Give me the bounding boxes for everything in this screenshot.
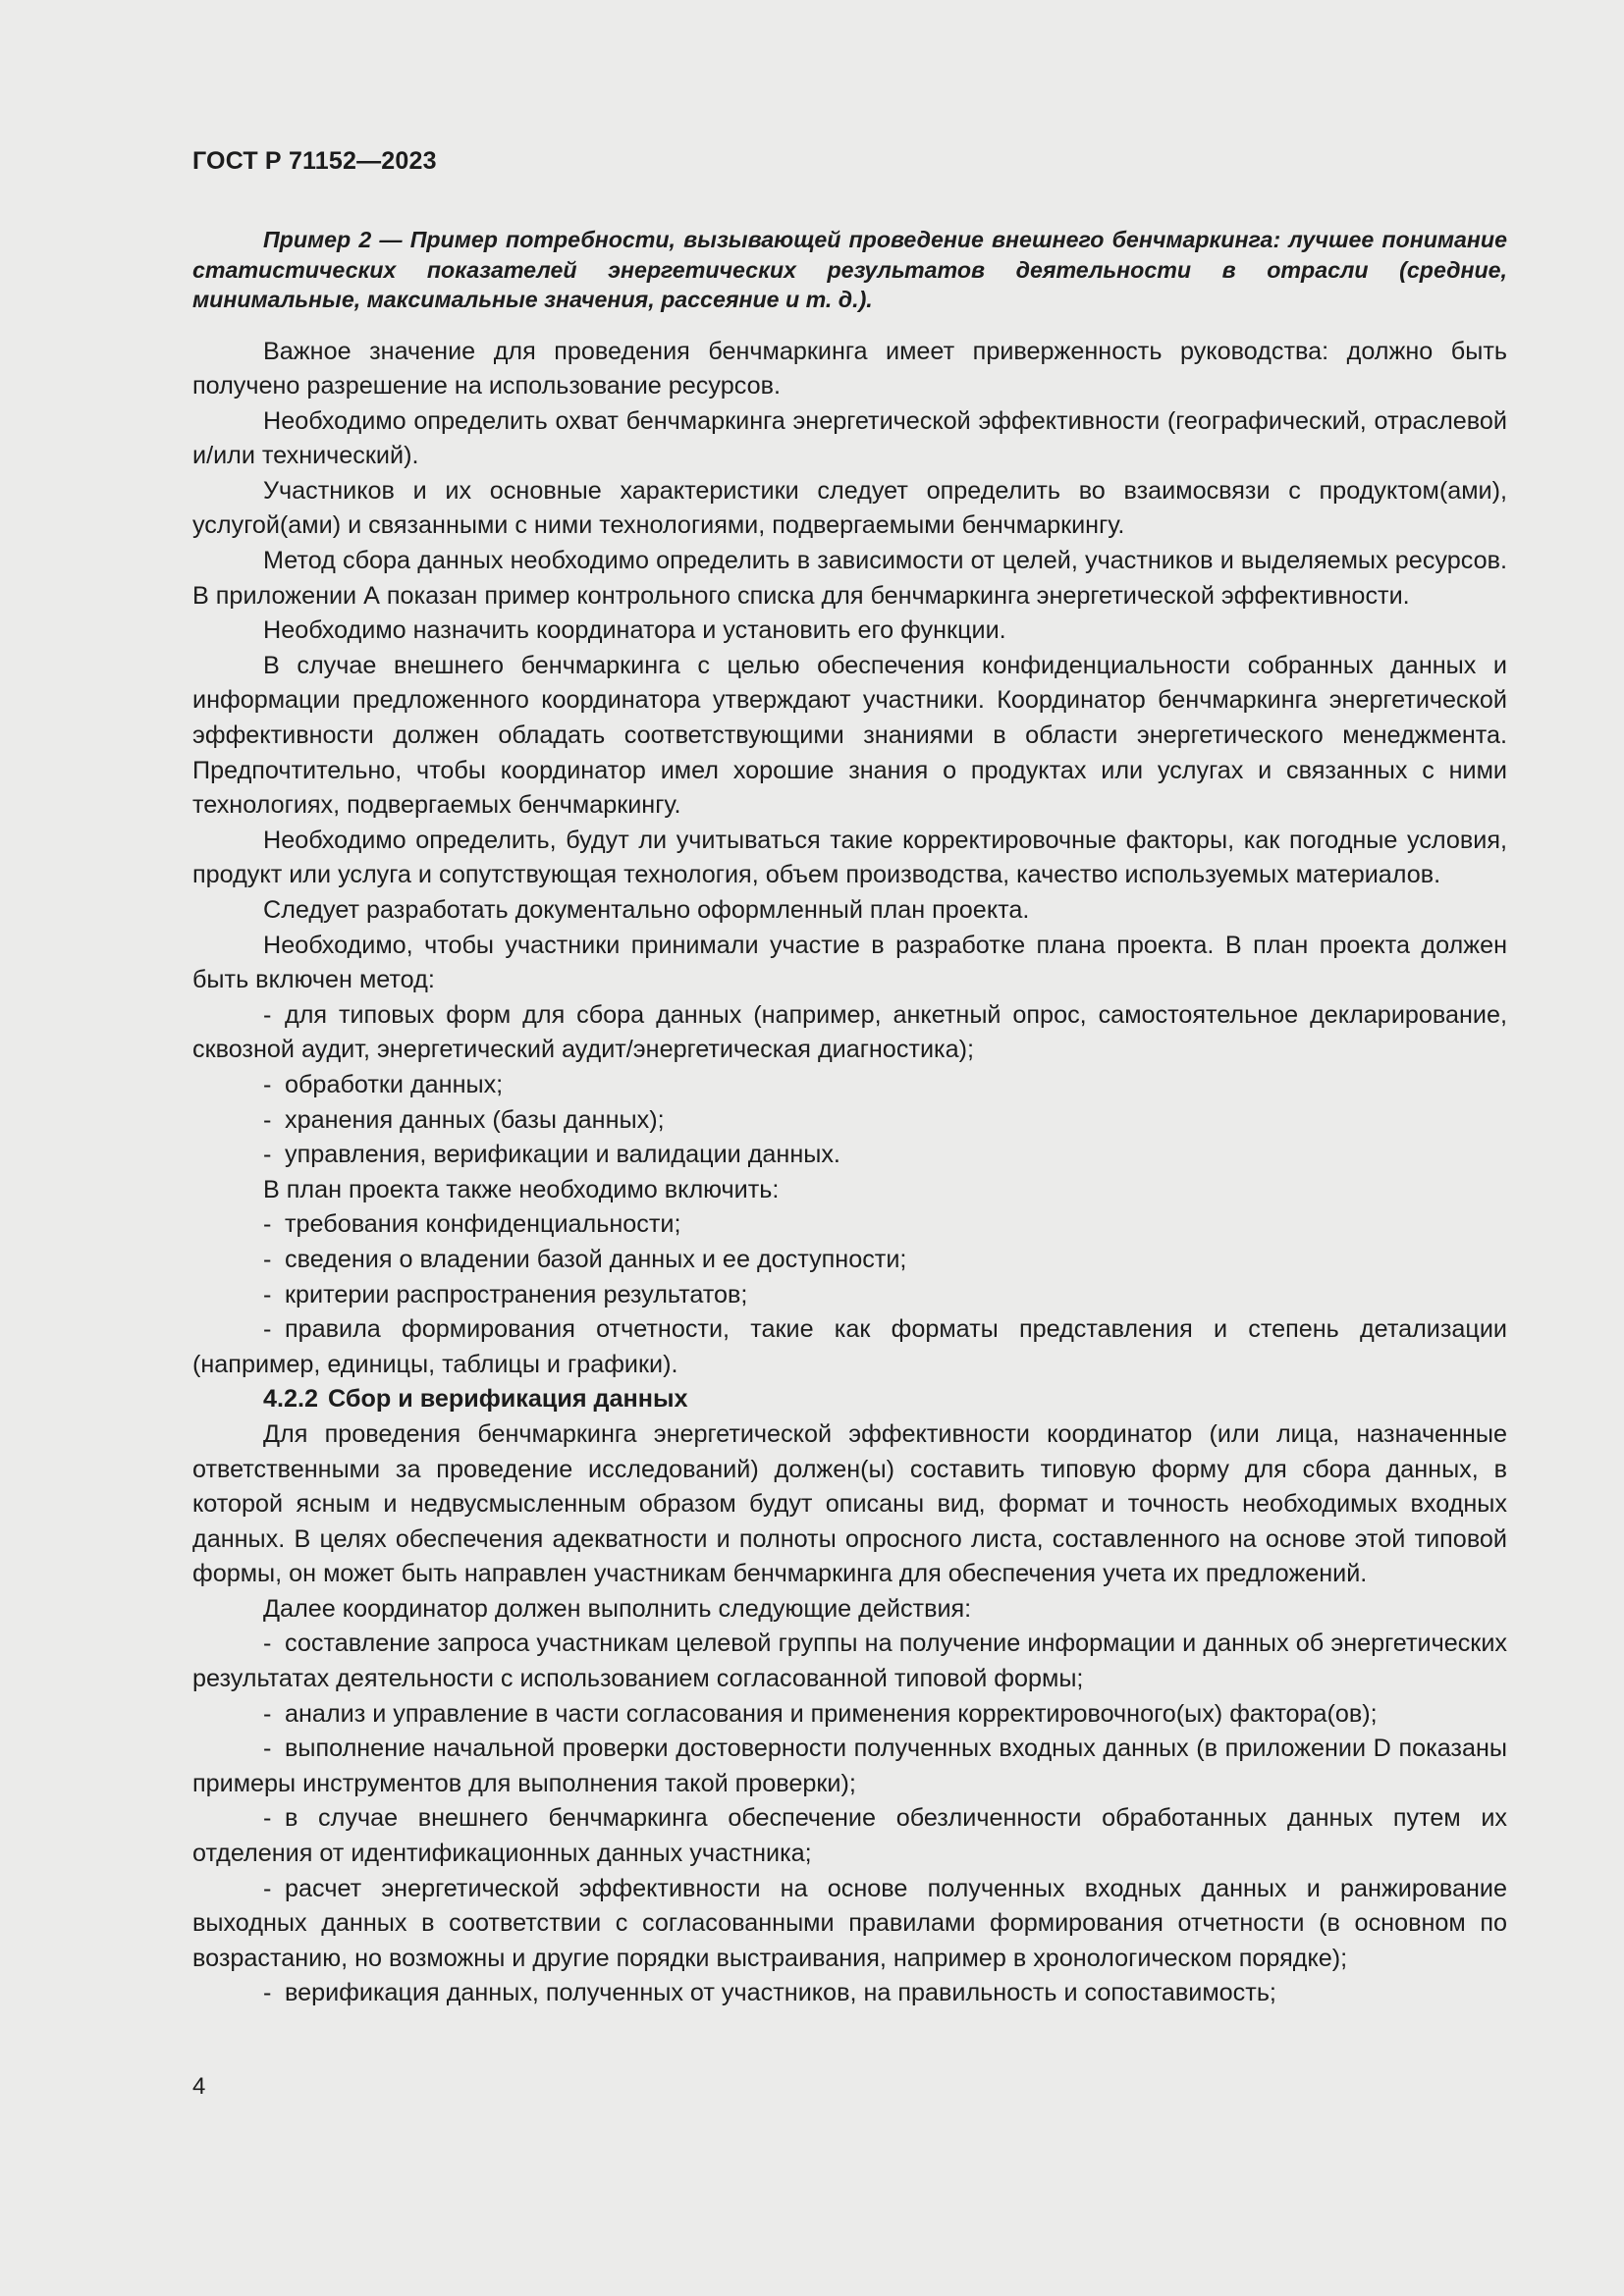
list-dash: - — [263, 1804, 272, 1833]
list-item-text: обработки данных; — [285, 1070, 504, 1098]
list-item — [192, 1976, 1507, 2011]
list-item-text: правила формирования отчетности, такие как форматы представления и степень детализации (например, единицы, таблицы и графики). — [192, 1315, 1507, 1378]
list-dash: - — [263, 1629, 272, 1658]
list-item — [192, 1872, 1507, 1977]
list-item — [192, 998, 1507, 1068]
section-title: Сбор и верификация данных — [328, 1385, 688, 1414]
list-dash: - — [263, 1735, 272, 1763]
section-heading — [192, 1382, 1507, 1417]
section-number: 4.2.2 — [263, 1385, 319, 1414]
paragraph: Необходимо, чтобы участники принимали участие в разработке плана проекта. В план проекта должен быть включен метод: — [192, 931, 1507, 994]
list-item-text: выполнение начальной проверки достоверности полученных входных данных (в приложении D показаны примеры инструментов для выполнения такой проверки); — [192, 1735, 1507, 1797]
paragraph: Далее координатор должен выполнить следующие действия: — [263, 1594, 972, 1623]
list-item — [192, 1278, 1507, 1313]
list-dash: - — [263, 1000, 272, 1029]
list-item-text: верификация данных, полученных от участников, на правильность и сопоставимость; — [285, 1979, 1276, 2007]
list-dash: - — [263, 1280, 272, 1308]
list-item-text: требования конфиденциальности; — [285, 1210, 681, 1239]
list-dash: - — [263, 1315, 272, 1344]
list-dash: - — [263, 1979, 272, 2007]
list-dash: - — [263, 1141, 272, 1169]
list-dash: - — [263, 1105, 272, 1134]
list-item — [192, 1732, 1507, 1801]
paragraph: Важное значение для проведения бенчмаркинга имеет приверженность руководства: должно быть получено разрешение на использование ресурсов. — [192, 337, 1507, 400]
list-item-text: анализ и управление в части согласования и применения корректировочного(ых) фактора(ов); — [285, 1699, 1378, 1728]
paragraph: Необходимо определить, будут ли учитываться такие корректировочные факторы, как погодные условия, продукт или услуга и сопутствующая технология, объем производства, качество используемых материалов. — [192, 826, 1507, 889]
page-number: 4 — [192, 2073, 206, 2100]
list-item-text: хранения данных (базы данных); — [285, 1105, 665, 1134]
list-item — [192, 1697, 1507, 1733]
list-item-text: для типовых форм для сбора данных (например, анкетный опрос, самостоятельное декларирование, сквозной аудит, энергетический аудит/энергетическая диагностика); — [192, 1000, 1507, 1064]
list-item-text: в случае внешнего бенчмаркинга обеспечение обезличенности обработанных данных путем их отделения от идентификационных данных участника; — [192, 1804, 1507, 1868]
list-dash: - — [263, 1874, 272, 1902]
list-item-text: расчет энергетической эффективности на основе полученных входных данных и ранжирование выходных данных в соответствии с согласованными правилами формирования отчетности (в основном по возрастанию, но возможны и другие порядки выстраивания, например в хронологическом порядке); — [192, 1874, 1507, 1972]
document-page — [192, 0, 1507, 2296]
list-item-text: сведения о владении базой данных и ее доступности; — [285, 1245, 907, 1273]
list-item — [192, 1312, 1507, 1382]
list-item-text: составление запроса участникам целевой группы на получение информации и данных об энергетических результатах деятельности с использованием согласованной типовой формы; — [192, 1629, 1507, 1693]
paragraph: Необходимо определить охват бенчмаркинга энергетической эффективности (географический, отраслевой и/или технический). — [192, 406, 1507, 470]
paragraph: Метод сбора данных необходимо определить в зависимости от целей, участников и выделяемых ресурсов. В приложении А показан пример контрольного списка для бенчмаркинга энергетической эффективности. — [192, 547, 1507, 610]
list-item — [192, 1801, 1507, 1871]
list-dash: - — [263, 1245, 272, 1273]
document-code-header: ГОСТ Р 71152—2023 — [192, 147, 437, 175]
list-item — [192, 1068, 1507, 1103]
list-item-text: управления, верификации и валидации данных. — [285, 1141, 840, 1169]
list-item — [192, 1243, 1507, 1278]
document-body — [192, 225, 1507, 2011]
list-item — [192, 1138, 1507, 1173]
paragraph: Для проведения бенчмаркинга энергетической эффективности координатор (или лица, назначенные ответственными за проведение исследований) должен(ы) составить типовую форму для сбора данных, в которой ясным и недвусмысленным образом будут описаны вид, формат и точность необходимых входных данных. В целях обеспечения адекватности и полноты опросного листа, составленного на основе этой типовой формы, он может быть направлен участникам бенчмаркинга для обеспечения учета их предложений. — [192, 1419, 1507, 1588]
paragraph: Необходимо назначить координатора и установить его функции. — [263, 616, 1006, 645]
paragraph: В случае внешнего бенчмаркинга с целью обеспечения конфиденциальности собранных данных и информации предложенного координатора утверждают участники. Координатор бенчмаркинга энергетической эффективности должен обладать соответствующими знаниями в области энергетического менеджмента. Предпочтительно, чтобы координатор имел хорошие знания о продуктах или услугах и связанных с ними технологиях, подвергаемых бенчмаркингу. — [192, 651, 1507, 820]
list-item — [192, 1103, 1507, 1139]
list-item — [192, 1627, 1507, 1696]
list-dash: - — [263, 1699, 272, 1728]
paragraph: Участников и их основные характеристики следует определить во взаимосвязи с продуктом(ами), услугой(ами) и связанными с ними технологиями, подвергаемыми бенчмаркингу. — [192, 476, 1507, 540]
list-dash: - — [263, 1070, 272, 1098]
example-note: Пример 2 — Пример потребности, вызывающей проведение внешнего бенчмаркинга: лучшее понимание статистических показателей энергетических результатов деятельности в отрасли (средние, минимальные, максимальные значения, рассеяние и т. д.). — [192, 227, 1507, 312]
paragraph: Следует разработать документально оформленный план проекта. — [263, 896, 1030, 924]
list-item-text: критерии распространения результатов; — [285, 1280, 748, 1308]
paragraph: В план проекта также необходимо включить: — [263, 1175, 780, 1203]
list-item — [192, 1207, 1507, 1243]
list-dash: - — [263, 1210, 272, 1239]
